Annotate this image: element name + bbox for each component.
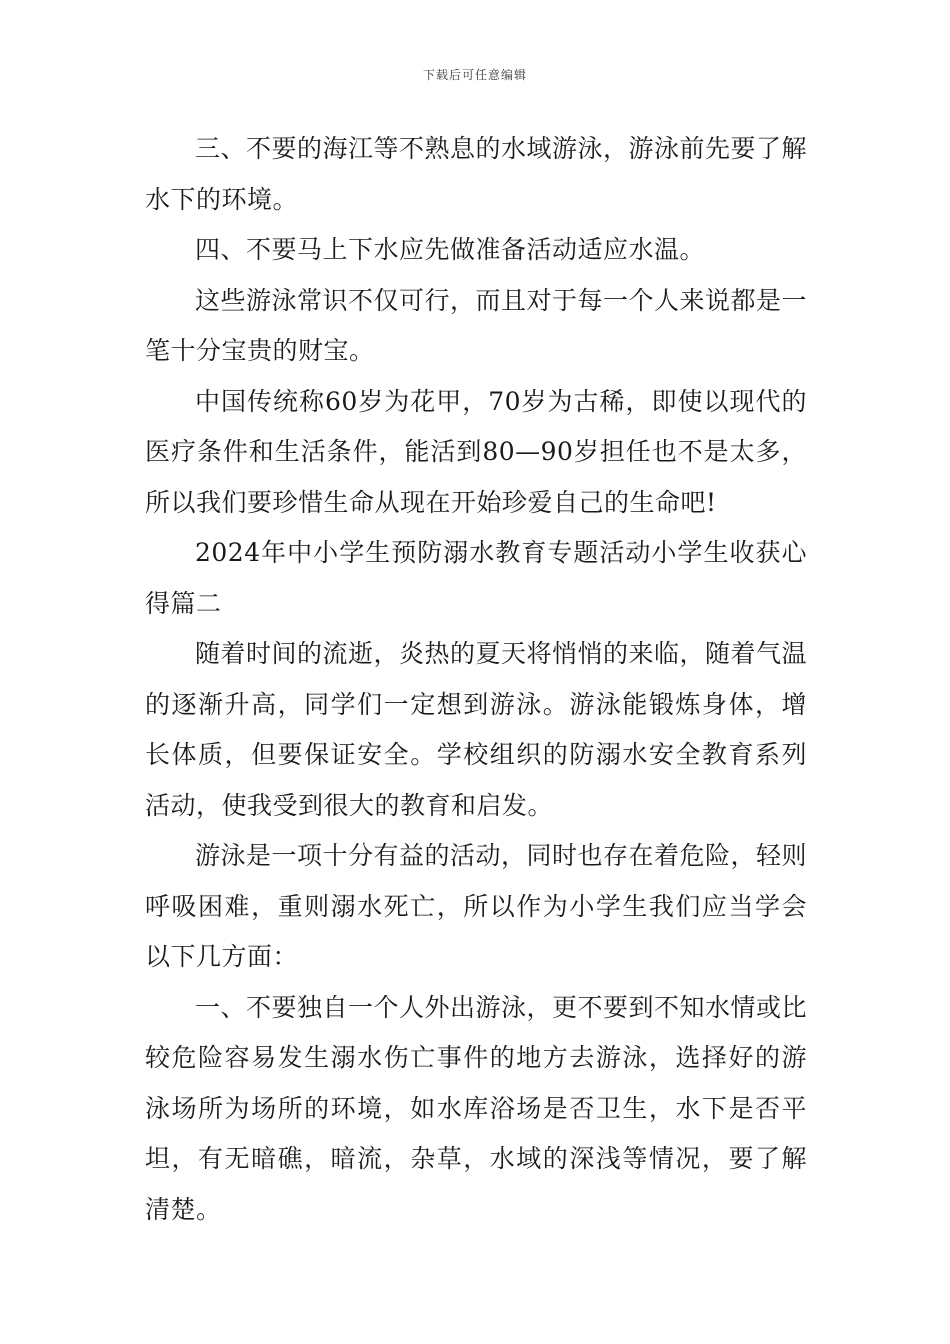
paragraph-cherish-life: 中国传统称60岁为花甲，70岁为古稀，即使以现代的医疗条件和生活条件，能活到80—90岁担任也不是太多，所以我们要珍惜生命从现在开始珍爱自己的生命吧! [145, 386, 807, 517]
document-body [145, 124, 807, 1235]
section-heading: 2024年中小学生预防溺水教育专题活动小学生收获心得篇二 [145, 538, 807, 618]
paragraph-swimming-knowledge: 这些游泳常识不仅可行，而且对于每一个人来说都是一笔十分宝贵的财宝。 [145, 285, 808, 365]
paragraph-summer-intro: 随着时间的流逝，炎热的夏天将悄悄的来临，随着气温的逐渐升高，同学们一定想到游泳。游泳能锻炼身体，增长体质，但要保证安全。学校组织的防溺水安全教育系列活动，使我受到很大的教育和启发。 [145, 639, 808, 820]
paragraph-swimming-rule-one: 一、不要独自一个人外出游泳，更不要到不知水情或比较危险容易发生溺水伤亡事件的地方去游泳，选择好的游泳场所为场所的环境，如水库浴场是否卫生，水下是否平坦，有无暗礁，暗流，杂草，水域的深浅等情况，要了解清楚。 [145, 992, 808, 1224]
paragraph-swimming-rule-four: 四、不要马上下水应先做准备活动适应水温。 [195, 235, 706, 264]
paragraph-swimming-risk: 游泳是一项十分有益的活动，同时也存在着危险，轻则呼吸困难，重则溺水死亡，所以作为小学生我们应当学会以下几方面： [145, 841, 808, 971]
paragraph-swimming-rule-three: 三、不要的海江等不熟息的水域游泳，游泳前先要了解水下的环境。 [145, 134, 808, 214]
header-note: 下载后可任意编辑 [422, 68, 527, 82]
